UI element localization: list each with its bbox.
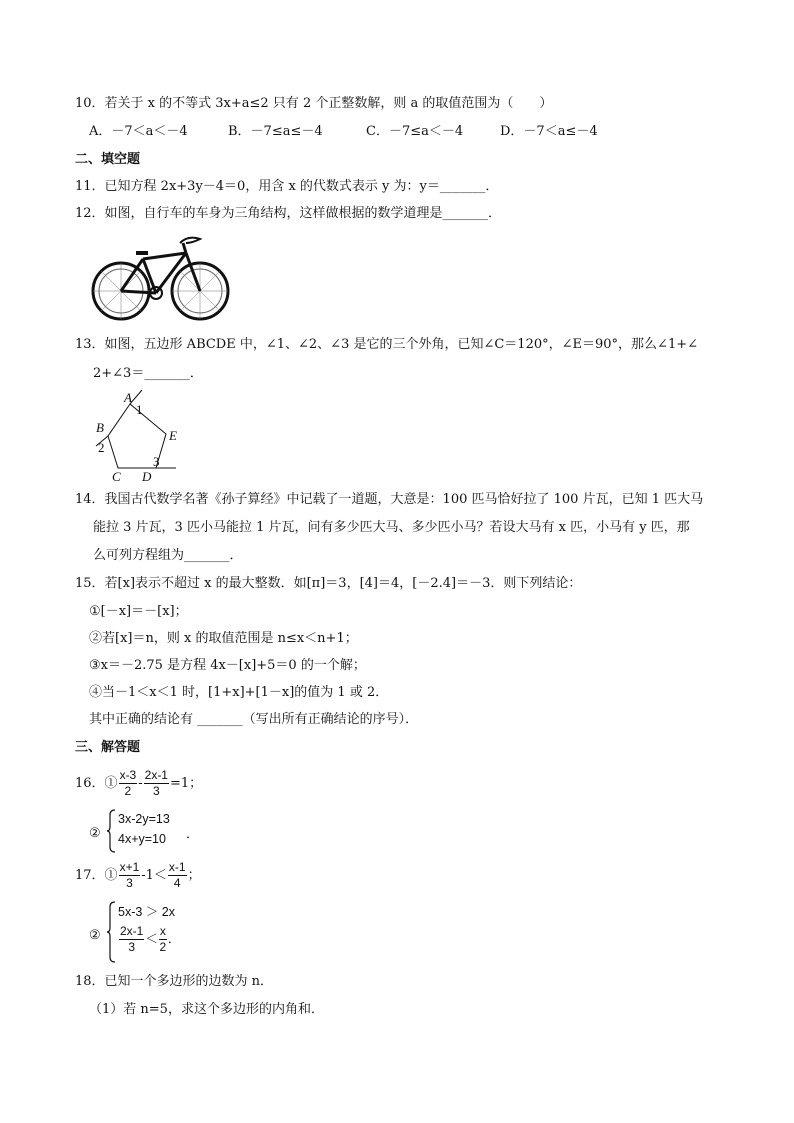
q14-line1: 14．我国古代数学名著《孙子算经》中记载了一道题，大意是：100 匹马恰好拉了 100 片瓦，已知 1 匹大马 [75,492,704,507]
q15-conclusion: 其中正确的结论有 _______（写出所有正确结论的序号）． [89,712,419,727]
q18-part1: （1）若 n=5，求这个多边形的内角和． [89,1002,324,1017]
q16-part2-mark: ② [89,826,101,841]
section-answer: 三、解答题 [75,740,141,755]
q14-line3: 么可列方程组为_______． [93,548,243,563]
q15-item-3: ③x＝－2.75 是方程 4x－[x]+5＝0 的一个解； [89,658,366,673]
q10-option-a: A．－7＜a＜－4 [89,124,188,139]
q17-part1: 17．① $\frac{x+1}{3}$ -1＜ $\frac{x-1}{4}$ ； [75,860,201,890]
q15-item-2: ②若[x]＝n，则 x 的取值范围是 n≤x＜n+1； [89,631,358,646]
pentagon-label-d: D [142,469,152,484]
fraction: $\frac{x}{2}$ [159,924,167,954]
section-fill-in: 二、填空题 [75,152,141,167]
fraction: $\frac{x-3}{2}$ [119,768,137,798]
pentagon-label-c: C [112,469,121,484]
angle-label-3: 3 [153,454,160,469]
pentagon-label-a: A [124,390,132,405]
q17-part2-mark: ② [89,928,101,943]
q16-part1: 16．① $\frac{x-3}{2}$ - $\frac{2x-1}{3}$ =1； [75,768,203,798]
q17-system: 5x-3 ＞ 2x $\frac{2x-1}{3}$ ＜ $\frac{x}{2}$ ． [118,905,181,954]
q18-stem: 18．已知一个多边形的边数为 n． [75,974,274,989]
q10-option-b: B．－7≤a≤－4 [228,124,323,139]
fraction: $\frac{x-1}{4}$ [168,860,186,890]
q14-line2: 能拉 3 片瓦，3 匹小马能拉 1 片瓦，问有多少匹大马、多少匹小马？若设大马有 x 匹，小马有 y 匹，那 [93,520,690,535]
q10-option-c: C．－7≤a＜－4 [366,124,464,139]
q10-stem: 10．若关于 x 的不等式 3x+a≤2 只有 2 个正整数解，则 a 的取值范围为（ ） [75,96,553,111]
pentagon-label-e: E [169,428,177,443]
pentagon-label-b: B [96,420,104,435]
brace-icon [106,809,116,853]
angle-label-2: 2 [98,440,105,455]
fraction: $\frac{x+1}{3}$ [119,860,140,890]
pentagon-figure [90,388,190,484]
q16-system: 3x-2y=13 4x+y=10 [118,812,170,846]
brace-icon [106,901,116,963]
q15-stem: 15．若[x]表示不超过 x 的最大整数．如[π]＝3，[4]＝4，[－2.4]＝－3．则下列结论： [75,576,582,591]
fraction: $\frac{2x-1}{3}$ [120,924,144,954]
fraction: $\frac{2x-1}{3}$ [144,768,168,798]
q11-text: 11．已知方程 2x+3y－4＝0，用含 x 的代数式表示 y 为：y＝_______． [75,179,499,194]
q12-text: 12．如图，自行车的车身为三角结构，这样做根据的数学道理是_______． [75,206,502,221]
q16-part2-tail: ． [186,827,200,842]
q13-line1: 13．如图，五边形 ABCDE 中，∠1、∠2、∠3 是它的三个外角，已知∠C＝120°，∠E＝90°，那么∠1+∠ [75,337,698,352]
angle-label-1: 1 [136,402,143,417]
q13-line2: 2+∠3＝_______． [93,366,203,381]
q15-item-1: ①[－x]＝－[x]； [89,604,188,619]
bicycle-figure [88,233,234,325]
q10-option-d: D．－7＜a≤－4 [500,124,598,139]
q15-item-4: ④当－1＜x＜1 时，[1+x]+[1－x]的值为 1 或 2． [89,685,389,700]
